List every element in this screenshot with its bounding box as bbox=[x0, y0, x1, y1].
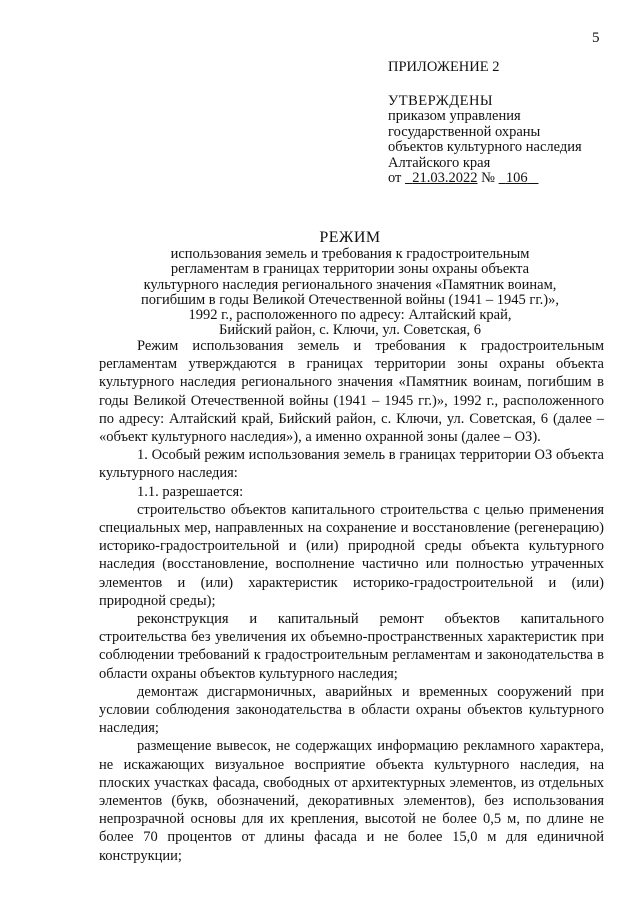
approval-line: Алтайского края bbox=[388, 154, 491, 171]
paragraph: размещение вывесок, не содержащих информацию рекламного характера, не искажающих визуальное восприятие объекта культурного наследия, на плоских участках фасада, свободных от архитектурных элементов, из отдельных элементов (букв, обозначений, декоративных элементов), без использования непрозрачной основы для их крепления, высотой не более 0,5 м, по длине не более 70 процентов от длины фасада и не более 15,0 м для единичной конструкции; bbox=[99, 738, 604, 864]
document-title-block bbox=[110, 230, 590, 338]
paragraph: демонтаж дисгармоничных, аварийных и временных сооружений при условии соблюдения законодательства в области охраны объектов культурного наследия; bbox=[99, 683, 604, 737]
paragraph: реконструкция и капитальный ремонт объектов капитального строительства без увеличения их объемно-пространственных характеристик при соблюдении требований к градостроительным регламентам и законодательства в области охраны объектов культурного наследия; bbox=[99, 611, 604, 682]
approval-line: государственной охраны bbox=[388, 123, 541, 140]
approved-heading: УТВЕРЖДЕНЫ bbox=[388, 92, 494, 109]
approval-block bbox=[388, 60, 628, 187]
approval-line: приказом управления bbox=[388, 108, 521, 124]
page-number: 5 bbox=[592, 30, 600, 46]
number-prefix: № bbox=[481, 170, 495, 186]
title-line: 1992 г., расположенного по адресу: Алтайский край, bbox=[188, 307, 512, 324]
approval-date: 21.03.2022 bbox=[412, 170, 478, 186]
paragraph: 1. Особый режим использования земель в границах территории ОЗ объекта культурного наследия: bbox=[99, 447, 604, 482]
paragraph: Режим использования земель и требования к градостроительным регламентам утверждаются в границах территории зоны охраны объекта культурного наследия регионального значения «Памятник воинам, погибшим в годы Великой Отечественной войны (1941 – 1945 гг.)», 1992 г., расположенного по адресу: Алтайский край, Бийский район, с. Ключи, ул. Советская, 6 (далее – «объект культурного наследия»), а именно охранной зоны (далее – ОЗ). bbox=[99, 338, 604, 446]
document-title: РЕЖИМ bbox=[319, 229, 381, 246]
date-prefix: от bbox=[388, 170, 402, 186]
paragraph: строительство объектов капитального строительства с целью применения специальных мер, направленных на сохранение и восстановление (регенерацию) историко-градостроительной и (или) природной среды объекта культурного наследия (восстановление, восполнение частично или полностью утраченных элементов и (или) характеристик историко-градостроительной и (или) природной среды); bbox=[99, 501, 604, 609]
approval-number: 106 bbox=[505, 170, 528, 186]
paragraph: 1.1. разрешается: bbox=[137, 483, 244, 500]
approval-line: объектов культурного наследия bbox=[388, 139, 582, 155]
title-line: погибшим в годы Великой Отечественной войны (1941 – 1945 гг.)», bbox=[140, 291, 560, 308]
document-body bbox=[99, 337, 604, 865]
approval-date-line bbox=[388, 171, 628, 187]
title-line: Бийский район, с. Ключи, ул. Советская, 6 bbox=[219, 322, 481, 339]
title-line: регламентам в границах территории зоны охраны объекта bbox=[170, 261, 530, 278]
title-line: культурного наследия регионального значения «Памятник воинам, bbox=[143, 276, 557, 293]
appendix-label: ПРИЛОЖЕНИЕ 2 bbox=[388, 59, 500, 75]
title-line: использования земель и требования к градостроительным bbox=[170, 246, 530, 263]
